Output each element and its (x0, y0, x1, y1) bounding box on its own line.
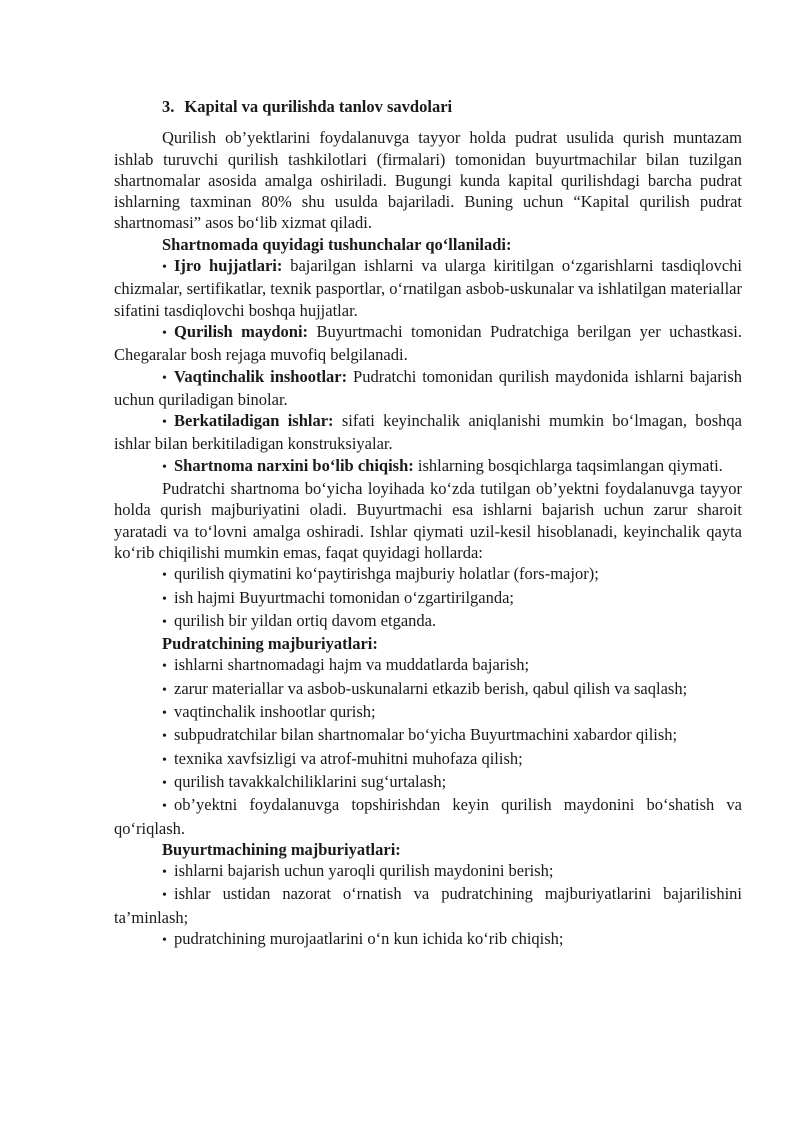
list-item-text: zarur materiallar va asbob-uskunalarni etkazib berish, qabul qilish va saqlash; (174, 678, 688, 698)
list-item (114, 321, 742, 366)
bullet-icon: • (162, 459, 167, 475)
bullet-icon: • (162, 370, 167, 386)
list-item (114, 587, 742, 610)
client-list (114, 860, 742, 951)
list-item-text: ishlarni bajarish uchun yaroqli qurilish maydonini berish; (174, 861, 554, 881)
section-heading (114, 96, 742, 117)
bullet-icon: • (162, 415, 167, 431)
list-item (114, 455, 742, 478)
list-item (114, 724, 742, 747)
list-item (114, 610, 742, 633)
list-item-text: texnika xavfsizligi va atrof-muhitni muhofaza qilish; (174, 748, 523, 768)
term-definition: Pudratchi tomonidan qurilish maydonida ishlarni bajarish uchun quriladigan binolar. (114, 366, 742, 409)
term-label: Berkatiladigan ishlar: (174, 411, 334, 431)
bullet-icon: • (162, 591, 167, 607)
list-item-text: qurilish qiymatini ko‘paytirishga majburiy holatlar (fors-major); (174, 564, 599, 584)
term-label: Vaqtinchalik inshootlar: (174, 366, 348, 386)
list-item (114, 255, 742, 321)
contractor-list (114, 654, 742, 838)
list-item-text: pudratchining murojaatlarini o‘n kun ichida ko‘rib chiqish; (174, 928, 564, 948)
bullet-icon: • (162, 775, 167, 791)
contract-paragraph: Pudratchi shartnoma bo‘yicha loyihada ko‘zda tutilgan ob’yektni foydalanuvga tayyor holda qurish majburiyatini oladi. Buyurtmachi esa ishlarni bajarish uchun zarur sharoit yaratadi va to‘lovni amalga oshiradi. Ishlar qiymati uzil-kesil hisoblanadi, keyinchalik qayta ko‘rib chiqilishi mumkin emas, faqat quyidagi hollarda: (114, 479, 742, 562)
list-item (114, 563, 742, 586)
client-heading: Buyurtmachining majburiyatlari: (162, 839, 401, 859)
list-item (114, 928, 742, 951)
term-definition: sifati keyinchalik aniqlanishi mumkin bo‘lmagan, boshqa ishlar bilan berkitiladigan konstruksiyalar. (114, 411, 742, 454)
list-item (114, 771, 742, 794)
document-page (114, 96, 742, 951)
bullet-icon: • (162, 799, 167, 815)
list-item-text: qurilish bir yildan ortiq davom etganda. (174, 610, 437, 630)
list-item-text: ob’yektni foydalanuvga topshirishdan keyin qurilish maydonini bo‘shatish va qo‘riqlash. (114, 795, 742, 838)
list-item-text: ishlar ustidan nazorat o‘rnatish va pudratchining majburiyatlarini bajarilishini ta’minlash; (114, 884, 742, 927)
intro-paragraph: Qurilish ob’yektlarini foydalanuvga tayyor holda pudrat usulida qurish muntazam ishlab turuvchi qurilish tashkilotlari (firmalari) tomonidan buyurtmachilar bilan tuzilgan shartnomalar asosida amalga oshiriladi. Bugungi kunda kapital qurilishdagi barcha pudrat ishlarning taxminan 80% shu usulda bajariladi. Buning uchun “Kapital qurilish pudrat shartnomasi” asos bo‘lib xizmat qiladi. (114, 128, 742, 233)
list-item-text: qurilish tavakkalchiliklarini sug‘urtalash; (174, 771, 447, 791)
list-item (114, 860, 742, 883)
bullet-icon: • (162, 932, 167, 948)
list-item-text: subpudratchilar bilan shartnomalar bo‘yicha Buyurtmachini xabardor qilish; (174, 725, 678, 745)
bullet-icon: • (162, 706, 167, 722)
list-item (114, 701, 742, 724)
bullet-icon: • (162, 325, 167, 341)
term-label: Shartnoma narxini bo‘lib chiqish: (174, 455, 414, 475)
section-title: Kapital va qurilishda tanlov savdolari (184, 97, 453, 116)
list-item-text: ishlarni shartnomadagi hajm va muddatlarda bajarish; (174, 655, 530, 675)
term-label: Ijro hujjatlari: (174, 256, 283, 276)
bullet-icon: • (162, 568, 167, 584)
list-item (114, 678, 742, 701)
list-item (114, 366, 742, 411)
bullet-icon: • (162, 888, 167, 904)
terms-list (114, 255, 742, 478)
bullet-icon: • (162, 752, 167, 768)
term-definition: bajarilgan ishlarni va ularga kiritilgan o‘zgarishlarni tasdiqlovchi chizmalar, sertifikatlar, texnik pasportlar, o‘rnatilgan asbob-uskunalar va ishlatilgan materiallar sifatini tasdiqlovchi boshqa hujjatlar. (114, 256, 742, 320)
section-number: 3. (162, 97, 175, 116)
bullet-icon: • (162, 614, 167, 630)
list-item (114, 794, 742, 839)
bullet-icon: • (162, 682, 167, 698)
list-item (114, 654, 742, 677)
contractor-heading: Pudratchining majburiyatlari: (162, 634, 378, 654)
bullet-icon: • (162, 260, 167, 276)
bullet-icon: • (162, 865, 167, 881)
term-label: Qurilish maydoni: (174, 321, 309, 341)
list-item-text: ish hajmi Buyurtmachi tomonidan o‘zgartirilganda; (174, 587, 515, 607)
list-item (114, 748, 742, 771)
term-definition: ishlarning bosqichlarga taqsimlangan qiymati. (413, 455, 723, 475)
list-item (114, 410, 742, 455)
list-item-text: vaqtinchalik inshootlar qurish; (174, 702, 376, 722)
cases-list (114, 563, 742, 633)
list-item (114, 883, 742, 928)
terms-heading: Shartnomada quyidagi tushunchalar qo‘llaniladi: (162, 234, 512, 254)
term-definition: Buyurtmachi tomonidan Pudratchiga berilgan yer uchastkasi. Chegaralar bosh rejaga muvofiq belgilanadi. (114, 321, 742, 365)
bullet-icon: • (162, 729, 167, 745)
bullet-icon: • (162, 659, 167, 675)
